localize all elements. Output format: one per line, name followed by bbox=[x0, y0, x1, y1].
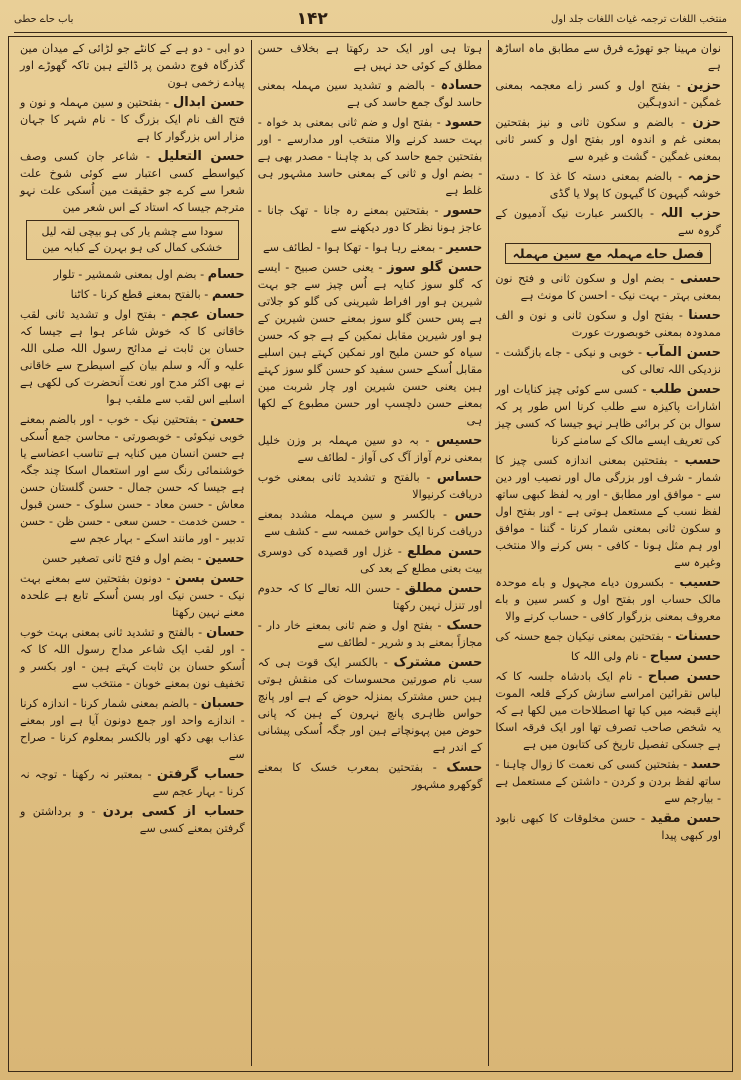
headword: حسن صباح bbox=[647, 669, 721, 684]
headword: حسیر bbox=[446, 240, 483, 255]
dictionary-entry: حسن المآب - خوبی و نیکی - جاے بازگشت - نزدیکی اللہ تعالی کی bbox=[495, 345, 721, 376]
definition: بفتحتین و سین مہملہ و نون و فتح الف نام ایک بزرگ کا - نام شہر کا جہان مزار اس بزرگوار کا ہے bbox=[20, 96, 245, 143]
dictionary-entry: حسن مطلق - حسن اللہ تعالے کا کہ حدوم اور تنزل نہین رکھتا bbox=[257, 581, 483, 612]
dictionary-entry: حسام - بضم اول بمعنی شمشیر - تلوار bbox=[53, 267, 245, 282]
headword: حسبان bbox=[200, 696, 245, 711]
definition: دو ابی - دو ہے کے کانٹے جو لڑائی کے میدان مین گذرگاہ فوج دشمن پر ڈالتے ہین تاکہ گھوڑے اور پیادے زخمی ہون bbox=[20, 42, 245, 89]
definition: بفتحتین کسی کی نعمت کا زوال چاہنا - ساتھ لفظ بردن و کردن - داشتن کے مستعمل ہے - بیارجم سے bbox=[495, 758, 721, 805]
dictionary-entry: حساب از کسی بردن - و برداشتن و گرفتن بمعنے کسی سے bbox=[20, 804, 245, 835]
definition: بالضم بمعنی شمار کرنا - اندازہ کرنا - اندازے واحد اور جمع دونون آیا ہے اور بمعنے عذاب بھی دکھ اور بالکسر بمعلوم کرنا - صراح سے bbox=[20, 697, 245, 761]
headword: حسن المآب bbox=[645, 345, 721, 360]
definition: شاعر جان کسی وصف کیواسطے کسی اعتبار سے کوئی شوخ علت شعرا سے کرے جو حقیقت مین اُسکی علت نہو مترجم جیسا کہ استاد کے اس شعر مین bbox=[20, 150, 245, 214]
definition: حسن اللہ تعالے کا کہ حدوم اور تنزل نہین رکھتا bbox=[257, 582, 483, 612]
headword: حسور bbox=[444, 203, 483, 218]
headword: حسود bbox=[444, 115, 483, 130]
dictionary-entry: حسن سیاح - نام ولی اللہ کا bbox=[570, 649, 721, 664]
dictionary-entry: حسادہ - بالضم و تشدید سین مہملہ بمعنی حاسد لوگ جمع حاسد کی ہے bbox=[257, 78, 483, 109]
definition: بالضم بمعنی دستہ کا غذ کا - دستہ خوشہ گیہون کا گیہون کا پولا یا گڈی bbox=[495, 170, 721, 200]
headword: حسن bbox=[210, 412, 245, 427]
definition: بالکسر عبارت نیک آدمیون کے گروہ سے bbox=[495, 207, 721, 237]
headword: حسادہ bbox=[440, 78, 483, 93]
dictionary-entry: حسور - بفتحتین بمعنے رہ جانا - تھک جانا - عاجز ہونا نظر کا دور دیکھنے سے bbox=[257, 203, 483, 234]
definition: بکسرون دیاے مجہول و باے موحدہ مالک حساب اور بفتح اول و کسر سین و باے معروف بمعنی بزرگوار کافی - حساب کرنے والا bbox=[495, 576, 721, 623]
dictionary-entry: حسیب - بکسرون دیاے مجہول و باے موحدہ مالک حساب اور بفتح اول و کسر سین و باے معروف بمعنی بزرگوار کافی - حساب کرنے والا bbox=[495, 575, 721, 623]
definition: بفتحتین نیک - خوب - اور بالضم بمعنے خوبی نیکوئی - خوبصورتی - محاسن جمع اُسکی ہے حسن انسان میں کنایہ ہے تناسب اعضاسے یا خوشنمائی رنگ سے اور استعمال اسکا چند جگہ ہے جیسا کہ حسن جمال - حسن گلستان حسن معاش - حسن معاد - حسن سلوک - حسن قبول - حسن خدمت - حسن سعی - حسن ظن - حسن تدبیر - اور مانند اسکے - بہار عجم سے bbox=[20, 413, 245, 545]
definition: نام ولی اللہ کا bbox=[570, 650, 639, 663]
dictionary-entry: حسن التعلیل - شاعر جان کسی وصف کیواسطے کسی اعتبار سے کوئی شوخ علت شعرا سے کرے جو حقیقت مین اُسکی علت نہو مترجم جیسا کہ استاد کے اس شعر مین bbox=[20, 149, 245, 214]
definition: دونون بفتحتین سے بمعنے بہت نیک - حسن نیک اور بسن اُسکے تابع ہے علحدہ معنے نہین رکھتا bbox=[20, 572, 245, 619]
headword: حسن مقید bbox=[650, 811, 721, 826]
page-number: ۱۴۲ bbox=[296, 9, 328, 29]
headword: حسیب bbox=[679, 575, 721, 590]
definition: بضم اول و سکون ثانی و فتح نون بمعنی بہتر - بہت نیک - احسن کا مونث ہے bbox=[495, 272, 721, 302]
headword: حسن گلو سوز bbox=[387, 260, 483, 275]
dictionary-entry: حساب گرفتن - بمعتبر نہ رکھنا - توجہ نہ کرنا - بہار عجم سے bbox=[20, 767, 245, 798]
dictionary-entry: حسبان - بالضم بمعنی شمار کرنا - اندازہ کرنا - اندازے واحد اور جمع دونون آیا ہے اور بمعنے عذاب بھی دکھ اور بالکسر بمعلوم کرنا - صراح سے bbox=[20, 696, 245, 761]
headword: حزب اللہ bbox=[660, 206, 721, 221]
headword: حسن بسن bbox=[175, 571, 245, 586]
definition: بفتحتین بمعنی اندازہ کسی چیز کا شمار - شرف اور بزرگی مال اور نصیب اور دین سے - موافق اور مطابق - اور یہ لفظ کبھی ساتھ لفظ نسب کے مستعمل ہوتی ہے - اور بفتح اول و سکون ثانی بمعنی شمار کرنا - گننا - موافق اور ہم مثل ہونا - کافی - بس کرنے والا منتخب وغیرہ سے bbox=[495, 454, 721, 569]
book-title: منتخب اللغات ترجمہ غیاث اللغات جلد اول bbox=[550, 13, 727, 25]
headword: حس bbox=[454, 507, 483, 522]
definition: بالفتح و تشدید ثانی بمعنی خوب دریافت کرنیوالا bbox=[257, 471, 483, 501]
headword: حسن التعلیل bbox=[157, 149, 245, 164]
headword: حسیس bbox=[436, 433, 483, 448]
definition: و برداشتن و گرفتن بمعنے کسی سے bbox=[20, 805, 245, 835]
dictionary-entry: حسیر - بمعنے رہا ہوا - تھکا ہوا - لطائف سے bbox=[263, 240, 483, 255]
dictionary-entry bbox=[258, 40, 483, 74]
headword: حسن سیاح bbox=[649, 649, 721, 664]
definition: بفتح اول و ضم ثانی بمعنے خار دار - مجازاً بمعنے بد و شریر - لطائف سے bbox=[257, 619, 483, 649]
headword: حسن مشترک bbox=[393, 655, 483, 670]
dictionary-entry: حسن ابدال - بفتحتین و سین مہملہ و نون و فتح الف نام ایک بزرگ کا - نام شہر کا جہان مزار اس بزرگوار کا ہے bbox=[20, 95, 245, 143]
headword: حسام bbox=[207, 267, 245, 282]
dictionary-entry bbox=[495, 40, 721, 74]
headword: حسب bbox=[684, 453, 721, 468]
definition: بالفتح و تشدید ثانی بمعنی بہت خوب - اور لقب ایک شاعر مداح رسول اللہ کا کہ اُسکو حسان بن ثابت کہتے ہین - اور بکسر و تخفیف نون بمعنے خوبان - منتخب سے bbox=[20, 626, 245, 690]
headword: حسنا bbox=[688, 308, 721, 323]
dictionary-entry: حسب - بفتحتین بمعنی اندازہ کسی چیز کا شمار - شرف اور بزرگی مال اور نصیب اور دین سے - موافق اور مطابق - اور یہ لفظ کبھی ساتھ لفظ نسب کے مستعمل ہوتی ہے - اور بفتح اول و سکون ثانی بمعنی شمار کرنا - گننا - موافق اور ہم مثل ہونا - کافی - بس کرنے والا منتخب وغیرہ سے bbox=[495, 453, 721, 569]
definition: بضم اول و فتح ثانی تصغیر حسن bbox=[42, 552, 194, 565]
headword: حساب گرفتن bbox=[156, 767, 245, 782]
verse-line: سودا سے چشم یار کی ہو بیچی لقہ لیل bbox=[41, 225, 224, 238]
definition: بفتح اول و کسر زاے معجمہ بمعنی غمگین - اندوہگین bbox=[495, 79, 721, 109]
dictionary-entry: حس - بالکسر و سین مہملہ مشدد بمعنے دریافت کرنا ایک حواس خمسہ سے - کشف سے bbox=[257, 507, 483, 538]
dictionary-entry bbox=[20, 40, 245, 91]
column-right bbox=[489, 40, 727, 1066]
column-left-bottom bbox=[20, 266, 245, 837]
definition: یعنی حسن صبیح - ایسے کہ گلو سوز کنایہ ہے اُس چیز سے جو بہت شیرین ہو اور افراط شیرینی کی گلو کو جلاتی ہے پس حسن گلو سوز بمعنے حسن شیرین کے ہو اور شیرین مقابل نمکین کے ہے جو کہ حسن سیاہ کو حسن ملیح اور نمکین کہتے ہین اسلیے مقابل اُسکے حسن سفید کو حسن گلو سوز کہتے ہین یعنی حسن شیرین اور چار شربت مین بمعنے حسن دلچسپ اور حسن مطبوع کے لکھا ہی bbox=[257, 261, 483, 427]
dictionary-entry: حسن بسن - دونون بفتحتین سے بمعنے بہت نیک - حسن نیک اور بسن اُسکے تابع ہے علحدہ معنے نہین رکھتا bbox=[20, 571, 245, 619]
dictionary-entry: حسن طلب - کسی سے کوئی چیز کنایات اور اشارات پاکیزہ سے طلب کرنا اس طور پر کہ سوال بن کر برائی ظاہر نہو جیسا کہ کسی چیز کی تعریف ایسے مالک کے سامنے کرنا bbox=[495, 382, 722, 447]
dictionary-entry: حزن - بالضم و سکون ثانی و نیز بفتحتین بمعنی غم و اندوہ اور بفتح اول و کسر ثانی بمعنی غمگین - گشت و غیرہ سے bbox=[495, 115, 722, 163]
dictionary-entry: حسک - بفتح اول و ضم ثانی بمعنے خار دار - مجازاً بمعنے بد و شریر - لطائف سے bbox=[257, 618, 483, 649]
definition: بفتح اول و ضم ثانی بمعنی بد خواہ - بہت حسد کرنے والا منتخب اور مدارسے - اور بفتحتین جمع حاسد کی بد چاہنا - مصدر بھی ہے - بضم اول و ثانی کے بمعنی حاسد مشہور ہی غلط ہے bbox=[257, 116, 483, 197]
column-middle bbox=[252, 40, 490, 1066]
definition: کسی سے کوئی چیز کنایات اور اشارات پاکیزہ سے طلب کرنا اس طور پر کہ سوال بن کر برائی ظاہر نہو جیسا کہ کسی چیز کی تعریف ایسے مالک کے سامنے کرنا bbox=[495, 383, 721, 447]
column-left-top bbox=[20, 40, 245, 216]
dictionary-entry: حزمہ - بالضم بمعنی دستہ کا غذ کا - دستہ خوشہ گیہون کا گیہون کا پولا یا گڈی bbox=[495, 169, 721, 200]
dictionary-entry: حزب اللہ - بالکسر عبارت نیک آدمیون کے گروہ سے bbox=[495, 206, 721, 237]
dictionary-entry: حسان عجم - بفتح اول و تشدید ثانی لقب خاقانی کا کہ خوش شاعر ہوا ہے جیسا کہ حسان بن ثابت نے مدائح رسول اللہ صلی اللہ علیہ و آلہ و سلم بیان کیے اسیطرح سے خاقانی نے بھی اکثر مدح اور نعت آنحضرت کی لکھی ہے اسلیے اس لقب سے ملقب ہوا bbox=[20, 307, 245, 406]
headword: حساس bbox=[436, 470, 483, 485]
verse-box bbox=[26, 220, 239, 260]
definition: بالضم و تشدید سین مہملہ بمعنی حاسد لوگ جمع حاسد کی ہے bbox=[257, 79, 483, 109]
definition: غزل اور قصیدہ کی دوسری بیت بعنی مطلع کے بعد کی bbox=[257, 545, 483, 575]
dictionary-entry: حسنی - بضم اول و سکون ثانی و فتح نون بمعنی بہتر - بہت نیک - احسن کا مونث ہے bbox=[495, 271, 721, 302]
dictionary-entry: حسن صباح - نام ایک بادشاہ جلسہ کا کہ لباس نقرائین امراسے سازش کرکے قلعہ الموت اپنے قبضہ میں کیا تھا اصطلاحات میں لکھا ہے کہ یہ شخص صاحب تصرف تھا اور ایک فرقہ اسکا ہے جسکی تفصیل تاریخ کی کتابون میں ہے bbox=[495, 669, 721, 751]
dictionary-entry: حسم - بالفتح بمعنے قطع کرنا - کاٹنا bbox=[70, 287, 245, 302]
dictionary-entry: حسنات - بفتحتین بمعنی نیکیان جمع حسنہ کی bbox=[495, 629, 721, 644]
definition: بفتحتین بمعرب خسک کا بمعنے گوکھرو مشہور bbox=[257, 761, 483, 791]
definition: بمعتبر نہ رکھنا - توجہ نہ کرنا - بہار عجم سے bbox=[20, 768, 245, 798]
headword: حسک bbox=[446, 760, 483, 775]
headword: حسان bbox=[206, 625, 245, 640]
dictionary-entry: حساس - بالفتح و تشدید ثانی بمعنی خوب دریافت کرنیوالا bbox=[257, 470, 483, 501]
headword: حسد bbox=[690, 757, 721, 772]
definition: بالضم و سکون ثانی و نیز بفتحتین بمعنی غم و اندوہ اور بفتح اول و کسر ثانی بمعنی غمگین - گشت و غیرہ سے bbox=[495, 116, 721, 163]
definition: بفتحتین بمعنی نیکیان جمع حسنہ کی bbox=[495, 630, 664, 643]
headword: حسن ابدال bbox=[173, 95, 245, 110]
definition: بفتحتین بمعنے رہ جانا - تھک جانا - عاجز ہونا نظر کا دور دیکھنے سے bbox=[257, 204, 483, 234]
headword: حساب از کسی بردن bbox=[102, 804, 245, 819]
headword: حسنات bbox=[675, 629, 721, 644]
headword: حزمہ bbox=[687, 169, 721, 184]
definition: بفتح اول و سکون ثانی و نون و الف ممدودہ بمعنی خوبصورت عورت bbox=[495, 309, 721, 339]
text-columns bbox=[14, 40, 727, 1066]
headword: حسم bbox=[211, 287, 245, 302]
dictionary-entry: حسیس - بہ دو سین مہملہ بر وزن خلیل بمعنی نرم آواز آگ کی آواز - لطائف سے bbox=[257, 433, 483, 464]
definition: خوبی و نیکی - جاے بازگشت - نزدیکی اللہ تعالی کی bbox=[495, 346, 721, 376]
running-head bbox=[14, 6, 727, 33]
definition: ہوتا ہی اور ایک حد رکھتا ہے بخلاف حسن مطلق کے کوئی حد نہیں ہے bbox=[257, 42, 483, 72]
dictionary-entry: حسن مطلع - غزل اور قصیدہ کی دوسری بیت بعنی مطلع کے بعد کی bbox=[257, 544, 483, 575]
headword: حسن مطلع bbox=[407, 544, 483, 559]
section-heading: فصل حاے مہملہ مع سین مہملہ bbox=[505, 243, 711, 264]
headword: حسن مطلق bbox=[404, 581, 483, 596]
definition: نوان مہینا جو تھوڑے فرق سے مطابق ماہ اساڑھ ہے bbox=[495, 42, 721, 72]
dictionary-entry: حسن گلو سوز - یعنی حسن صبیح - ایسے کہ گلو سوز کنایہ ہے اُس چیز سے جو بہت شیرین ہو اور افراط شیرینی کی گلو کو جلاتی ہے پس حسن گلو سوز بمعنے حسن شیرین کے ہو اور شیرین مقابل نمکین کے ہے جو کہ حسن سیاہ کو حسن ملیح اور نمکین کہتے ہین اسلیے مقابل اُسکے حسن سفید کو حسن گلو سوز کہتے ہین یعنی حسن شیرین اور چار شربت مین بمعنے حسن دلچسپ اور حسن مطبوع کے لکھا ہی bbox=[257, 260, 483, 427]
dictionary-entry: حسنا - بفتح اول و سکون ثانی و نون و الف ممدودہ بمعنی خوبصورت عورت bbox=[495, 308, 721, 339]
headword: حزین bbox=[686, 78, 722, 93]
definition: بفتح اول و تشدید ثانی لقب خاقانی کا کہ خوش شاعر ہوا ہے جیسا کہ حسان بن ثابت نے مدائح رسول اللہ صلی اللہ علیہ و آلہ و سلم بیان کیے اسیطرح سے خاقانی نے بھی اکثر مدح اور نعت آنحضرت کی لکھی ہے اسلیے اس لقب سے ملقب ہوا bbox=[20, 308, 245, 406]
dictionary-entry: حسد - بفتحتین کسی کی نعمت کا زوال چاہنا - ساتھ لفظ بردن و کردن - داشتن کے مستعمل ہے - بیارجم سے bbox=[495, 757, 721, 805]
dictionary-entry: حسن - بفتحتین نیک - خوب - اور بالضم بمعنے خوبی نیکوئی - خوبصورتی - محاسن جمع اُسکی ہے حسن انسان میں کنایہ ہے تناسب اعضاسے یا خوشنمائی رنگ سے اور استعمال اسکا چند جگہ ہے جیسا کہ حسن جمال - حسن گلستان حسن معاش - حسن معاد - حسن سلوک - حسن قبول - حسن خدمت - حسن سعی - حسن ظن - حسن تدبیر - اور مانند اسکے - بہار عجم سے bbox=[20, 412, 245, 545]
headword: حسان عجم bbox=[171, 307, 245, 322]
definition: بہ دو سین مہملہ بر وزن خلیل بمعنی نرم آواز آگ کی آواز - لطائف سے bbox=[257, 434, 483, 464]
dictionary-entry: حسن مقید - حسن مخلوقات کا کبھی نابود اور کبھی پیدا bbox=[495, 811, 721, 842]
headword: حسین bbox=[205, 551, 245, 566]
dictionary-entry: حسین - بضم اول و فتح ثانی تصغیر حسن bbox=[42, 551, 245, 566]
definition: بضم اول بمعنی شمشیر - تلوار bbox=[53, 268, 197, 281]
definition: نام ایک بادشاہ جلسہ کا کہ لباس نقرائین امراسے سازش کرکے قلعہ الموت اپنے قبضہ میں کیا تھا اصطلاحات میں لکھا ہے کہ یہ شخص صاحب تصرف تھا اور ایک فرقہ اسکا ہے جسکی تفصیل تاریخ کی کتابون میں ہے bbox=[495, 670, 721, 751]
verse-line: خشکی کمال کی ہو بہرن کے کبابہ مین bbox=[42, 241, 223, 254]
dictionary-entry: حسان - بالفتح و تشدید ثانی بمعنی بہت خوب - اور لقب ایک شاعر مداح رسول اللہ کا کہ اُسکو حسان بن ثابت کہتے ہین - اور بکسر و تخفیف نون بمعنے خوبان - منتخب سے bbox=[20, 625, 245, 690]
dictionary-entry: حسود - بفتح اول و ضم ثانی بمعنی بد خواہ - بہت حسد کرنے والا منتخب اور مدارسے - اور بفتحتین جمع حاسد کی بد چاہنا - مصدر بھی ہے - بضم اول و ثانی کے بمعنی حاسد مشہور ہی غلط ہے bbox=[257, 115, 483, 197]
dictionary-entry: حسک - بفتحتین بمعرب خسک کا بمعنے گوکھرو مشہور bbox=[257, 760, 483, 791]
definition: حسن مخلوقات کا کبھی نابود اور کبھی پیدا bbox=[495, 812, 721, 842]
definition: بالکسر و سین مہملہ مشدد بمعنے دریافت کرنا ایک حواس خمسہ سے - کشف سے bbox=[257, 508, 483, 538]
chapter-title: باب حاے حطی bbox=[14, 13, 74, 25]
definition: بالکسر ایک قوت ہی کہ سب نام صورتین محسوسات کی منقش ہوتی ہین حس مشترک بمنزلہ حوض کے ہے اور پانچ حواس ظاہری پانچ نہرون کے ہین کہ پانی حوض مین پہونچاتے ہین اور جگہ اُسکی پیشانی کے اندر ہے bbox=[257, 656, 483, 754]
dictionary-entry: حسن مشترک - بالکسر ایک قوت ہی کہ سب نام صورتین محسوسات کی منقش ہوتی ہین حس مشترک بمنزلہ حوض کے ہے اور پانچ حواس ظاہری پانچ نہرون کے ہین کہ پانی حوض مین پہونچاتے ہین اور جگہ اُسکی پیشانی کے اندر ہے bbox=[257, 655, 483, 754]
definition: بالفتح بمعنے قطع کرنا - کاٹنا bbox=[70, 288, 201, 301]
headword: حسک bbox=[446, 618, 483, 633]
dictionary-entry: حزین - بفتح اول و کسر زاے معجمہ بمعنی غمگین - اندوہگین bbox=[495, 78, 722, 109]
column-left bbox=[14, 40, 252, 1066]
headword: حسنی bbox=[679, 271, 721, 286]
headword: حسن طلب bbox=[650, 382, 722, 397]
definition: بمعنے رہا ہوا - تھکا ہوا - لطائف سے bbox=[263, 241, 436, 254]
headword: حزن bbox=[692, 115, 722, 130]
